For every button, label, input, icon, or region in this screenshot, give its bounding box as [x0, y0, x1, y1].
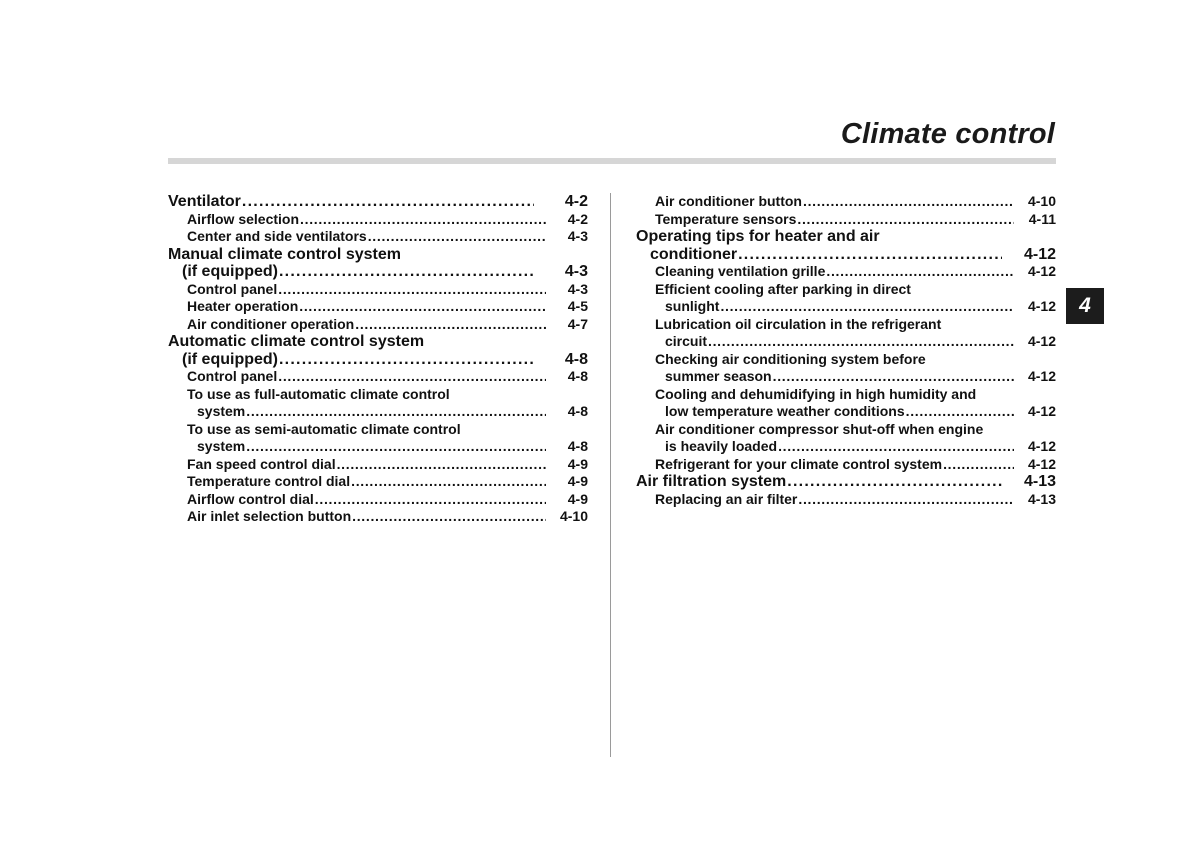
toc-entry-title: Air inlet selection button [187, 508, 352, 524]
toc-subsection-entry[interactable] [636, 316, 1056, 351]
dot-leader [942, 460, 1014, 473]
toc-page-number: 4-9 [567, 490, 588, 507]
toc-entry-title: Ventilator [168, 193, 241, 210]
dot-leader [354, 320, 546, 333]
toc-entry-line [168, 246, 588, 264]
toc-entry-line [655, 456, 1056, 474]
toc-entry-line [187, 508, 588, 526]
toc-entry-line [187, 228, 588, 246]
toc-entry-title: Checking air conditioning system before [655, 350, 926, 367]
toc-entry-line [187, 438, 588, 456]
toc-section-entry[interactable] [636, 473, 1056, 491]
toc-entry-line [636, 228, 1056, 246]
toc-entry-title: Temperature sensors [655, 210, 797, 227]
dot-leader [786, 475, 1002, 491]
dot-leader [772, 372, 1014, 385]
toc-subsection-entry[interactable] [168, 316, 588, 334]
toc-page-number: 4-8 [567, 368, 588, 384]
toc-page-number: 4-5 [567, 298, 588, 314]
column-divider [610, 193, 611, 757]
dot-leader [245, 407, 546, 420]
dot-leader [719, 302, 1014, 315]
toc-entry-line [168, 333, 588, 351]
toc-entry-line [187, 298, 588, 316]
toc-page-number: 4-8 [567, 438, 588, 454]
toc-entry-title: Fan speed control dial [187, 455, 336, 472]
toc-entry-line [636, 246, 1056, 264]
toc-entry-line [655, 491, 1056, 509]
toc-entry-title: Replacing an air filter [655, 490, 798, 507]
toc-page-number: 4-13 [1027, 490, 1056, 507]
toc-subsection-entry[interactable] [168, 211, 588, 229]
toc-subsection-entry[interactable] [636, 263, 1056, 281]
dot-leader [277, 372, 546, 385]
toc-entry-line [187, 473, 588, 491]
toc-subsection-entry[interactable] [636, 491, 1056, 509]
toc-entry-line [655, 333, 1056, 351]
toc-subsection-entry[interactable] [168, 456, 588, 474]
toc-entry-line [655, 211, 1056, 229]
dot-leader [351, 512, 546, 525]
toc-section-entry[interactable] [168, 333, 588, 368]
toc-entry-line [187, 403, 588, 421]
toc-entry-title: Temperature control dial [187, 473, 351, 489]
toc-entry-line [655, 316, 1056, 334]
dot-leader [796, 215, 1014, 228]
dot-leader [299, 215, 546, 228]
toc-page-number: 4-12 [1027, 403, 1056, 419]
toc-entry-line [187, 456, 588, 474]
toc-entry-title: Operating tips for heater and air [636, 228, 880, 245]
dot-leader [737, 247, 1002, 263]
toc-page-number: 4-11 [1028, 210, 1056, 227]
toc-entry-title: system [197, 403, 246, 419]
toc-entry-title: Air conditioner operation [187, 315, 355, 332]
toc-subsection-entry[interactable] [168, 491, 588, 509]
toc-entry-title: Automatic climate control system [168, 333, 425, 350]
toc-page-number: 4-8 [564, 350, 588, 368]
toc-page-number: 4-10 [1027, 193, 1056, 209]
toc-page-number: 4-12 [1027, 263, 1056, 279]
toc-subsection-entry[interactable] [636, 421, 1056, 456]
dot-leader [777, 442, 1014, 455]
toc-subsection-entry[interactable] [168, 386, 588, 421]
toc-entry-title: Manual climate control system [168, 245, 401, 263]
toc-page-number: 4-8 [567, 403, 588, 419]
toc-entry-title: system [197, 438, 246, 454]
toc-entry-title: circuit [665, 333, 708, 349]
toc-entry-line [655, 421, 1056, 439]
toc-section-entry[interactable] [636, 228, 1056, 263]
toc-subsection-entry[interactable] [636, 281, 1056, 316]
dot-leader [298, 302, 546, 315]
toc-entry-line [655, 298, 1056, 316]
toc-entry-title: Air conditioner compressor shut-off when engine [655, 420, 984, 437]
toc-entry-title: (if equipped) [182, 350, 278, 368]
toc-section-entry[interactable] [168, 193, 588, 211]
toc-subsection-entry[interactable] [636, 211, 1056, 229]
toc-entry-line [187, 316, 588, 334]
toc-entry-line [655, 263, 1056, 281]
toc-subsection-entry[interactable] [168, 281, 588, 299]
toc-page-number: 4-12 [1027, 438, 1056, 454]
toc-page-number: 4-2 [567, 210, 588, 227]
toc-page-number: 4-12 [1027, 455, 1056, 472]
toc-page-number: 4-3 [567, 280, 588, 297]
toc-page-number: 4-12 [1027, 333, 1056, 349]
toc-entry-line [655, 281, 1056, 299]
toc-entry-line [168, 351, 588, 369]
toc-entry-title: Control panel [187, 368, 278, 384]
dot-leader [245, 442, 546, 455]
toc-subsection-entry[interactable] [636, 456, 1056, 474]
toc-subsection-entry[interactable] [636, 351, 1056, 386]
toc-page-number: 4-12 [1027, 368, 1056, 384]
toc-entry-line [655, 368, 1056, 386]
dot-leader [241, 195, 534, 211]
toc-entry-title: Air filtration system [636, 473, 787, 490]
toc-entry-title: Heater operation [187, 298, 299, 314]
dot-leader [802, 197, 1014, 210]
toc-subsection-entry[interactable] [636, 193, 1056, 211]
toc-subsection-entry[interactable] [168, 228, 588, 246]
toc-entry-title: (if equipped) [182, 263, 278, 280]
toc-entry-line [187, 491, 588, 509]
dot-leader [350, 477, 546, 490]
toc-entry-title: Air conditioner button [655, 193, 802, 209]
toc-page-number: 4-12 [1023, 245, 1056, 263]
toc-entry-title: sunlight [665, 298, 720, 314]
dot-leader [278, 352, 534, 368]
toc-entry-line [636, 473, 1056, 491]
chapter-title: Climate control [840, 118, 1055, 150]
toc-entry-title: Lubrication oil circulation in the refrigerant [655, 315, 942, 332]
toc-entry-line [655, 193, 1056, 211]
toc-entry-line [187, 386, 588, 404]
title-rule [168, 158, 1056, 164]
dot-leader [367, 232, 546, 245]
toc-subsection-entry[interactable] [168, 298, 588, 316]
dot-leader [797, 495, 1014, 508]
toc-subsection-entry[interactable] [168, 421, 588, 456]
toc-page-number: 4-9 [567, 473, 588, 489]
toc-page-number: 4-12 [1027, 298, 1056, 314]
dot-leader [336, 460, 546, 473]
toc-entry-title: Control panel [187, 280, 278, 297]
toc-entry-title: summer season [665, 368, 772, 384]
chapter-tab[interactable]: 4 [1066, 288, 1104, 324]
toc-entry-title: Airflow selection [187, 210, 300, 227]
dot-leader [905, 407, 1014, 420]
toc-entry-line [655, 351, 1056, 369]
toc-entry-title: To use as full-automatic climate control [187, 385, 450, 402]
toc-page-number: 4-7 [567, 315, 588, 332]
toc-subsection-entry[interactable] [636, 386, 1056, 421]
toc-page-number: 4-3 [564, 263, 588, 280]
toc-page-number: 4-13 [1023, 473, 1056, 490]
dot-leader [278, 265, 534, 281]
toc-entry-title: Efficient cooling after parking in direct [655, 280, 911, 297]
toc-subsection-entry[interactable] [168, 508, 588, 526]
toc-entry-title: Center and side ventilators [187, 228, 367, 244]
toc-subsection-entry[interactable] [168, 368, 588, 386]
toc-left-column [168, 193, 588, 526]
toc-entry-line [655, 438, 1056, 456]
toc-page-number: 4-10 [559, 508, 588, 524]
toc-page-number: 4-2 [564, 193, 588, 210]
toc-entry-title: Airflow control dial [187, 490, 314, 507]
toc-entry-line [168, 263, 588, 281]
toc-entry-title: Cooling and dehumidifying in high humidity and [655, 385, 977, 402]
dot-leader [825, 267, 1014, 280]
toc-right-column [636, 193, 1056, 508]
toc-entry-line [655, 386, 1056, 404]
dot-leader [277, 285, 546, 298]
toc-entry-title: To use as semi-automatic climate control [187, 420, 461, 437]
toc-entry-line [168, 193, 588, 211]
toc-entry-line [655, 403, 1056, 421]
dot-leader [314, 495, 546, 508]
toc-entry-line [187, 211, 588, 229]
toc-section-entry[interactable] [168, 246, 588, 281]
toc-entry-line [187, 421, 588, 439]
toc-page-number: 4-9 [567, 455, 588, 472]
toc-entry-title: is heavily loaded [665, 438, 778, 454]
toc-entry-title: conditioner [650, 245, 738, 263]
toc-entry-title: Cleaning ventilation grille [655, 263, 826, 279]
toc-subsection-entry[interactable] [168, 473, 588, 491]
toc-entry-title: Refrigerant for your climate control system [655, 455, 943, 472]
toc-entry-line [187, 281, 588, 299]
toc-page-number: 4-3 [567, 228, 588, 244]
toc-entry-line [187, 368, 588, 386]
toc-entry-title: low temperature weather conditions [665, 403, 905, 419]
dot-leader [707, 337, 1014, 350]
